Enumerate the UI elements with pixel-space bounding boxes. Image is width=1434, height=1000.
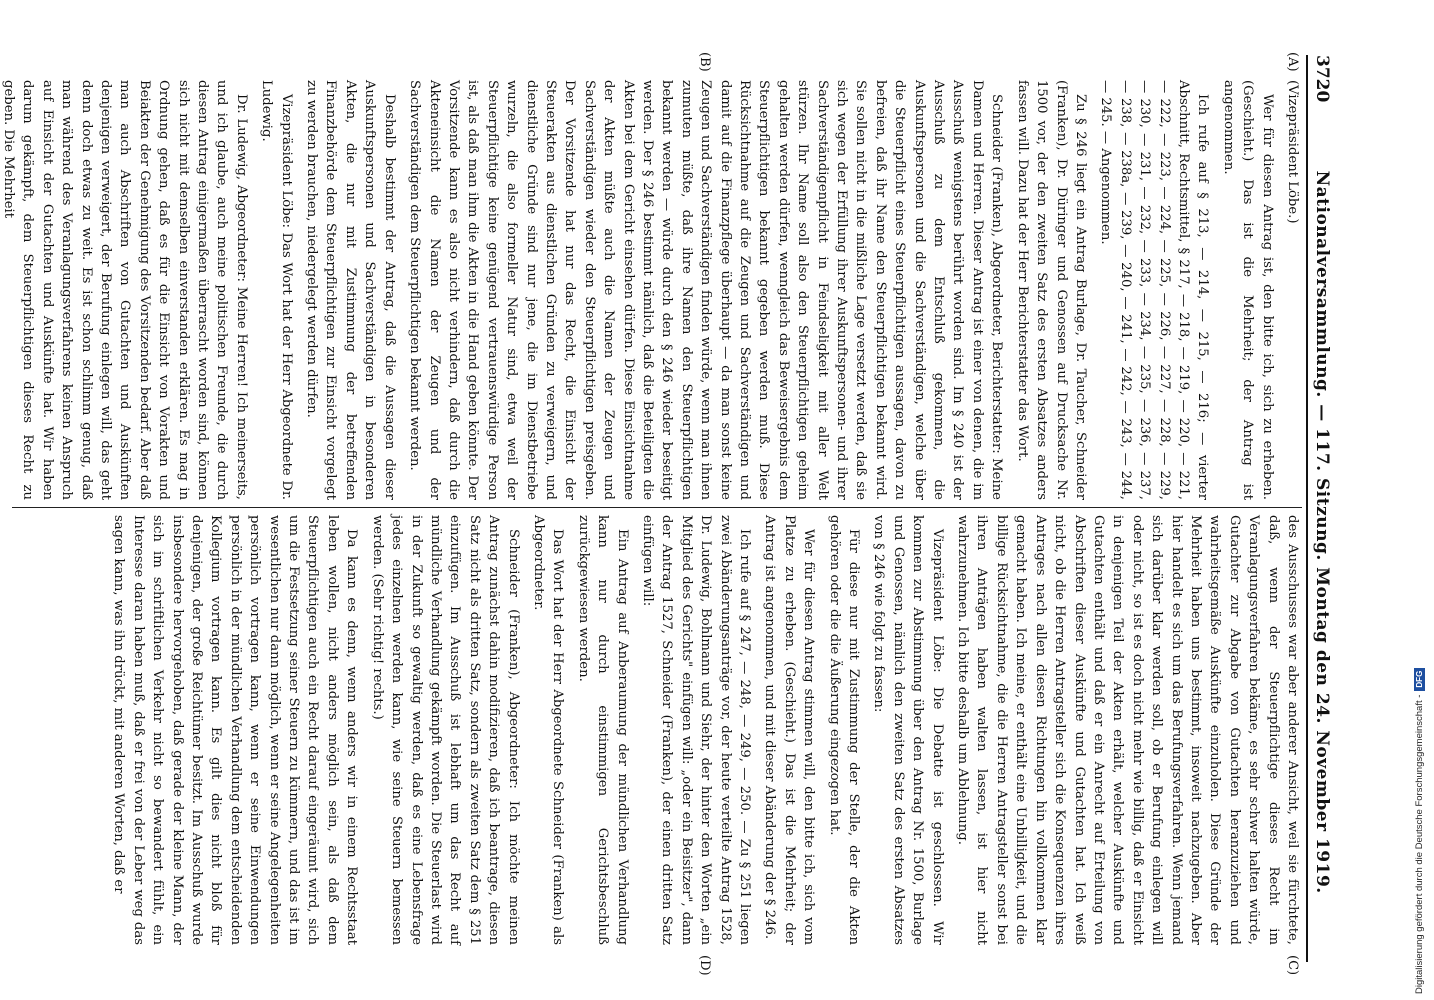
paragraph: Zu § 246 liegt ein Antrag Burlage, Dr. Taucher, Schneider (Franken), Dr. Düringer und Genossen auf Drucksache Nr. 1500 vor, der den zweiten Satz des ersten Absatzes anders fassen will. Dazu hat der Herr Berichterstatter das Wort.	[1014, 80, 1088, 500]
margin-marker-c: (C)	[1285, 955, 1300, 976]
paragraph: Schneider (Franken), Abgeordneter, Berichterstatter: Meine Damen und Herren. Dieser Antrag ist einer von denen, die im Ausschuß wenigstens berührt worden sind. Im § 240 ist der Ausschuß zu dem Entschluß gekommen, die Auskunftspersonen und die Sachverständigen, welche über die Steuerpflicht eines Steuerpflichtigen aussagen, davon zu befreien, daß ihr Name den Steuerpflichtigen bekannt wird. Sie sollen nicht in die mißliche Lage versetzt werden, daß sie sich wegen der Erfüllung ihrer Auskunftspersonen- und ihrer Sachverständigenpflicht in Feindseligkeit mit aller Welt stürzen. Ihr Name soll also den Steuerpflichtigen geheim gehalten werden dürfen, wenngleich das Beweisergebnis dem Steuerpflichtigen bekannt gegeben werden muß. Diese Rücksichtnahme auf die Zeugen und Sachverständigen und damit auf die Finanzpflege überhaupt — da man sonst keine Zeugen und Sachverständigen finden würde, wenn man ihnen zumuten müßte, daß ihre Namen den Steuerpflichtigen bekannt werden — würde durch den § 246 wieder beseitigt werden. Der § 246 bestimmt nämlich, daß die Beteiligten die Akten bei dem Gericht einsehen dürfen. Diese Einsichtnahme der Akten müßte auch die Namen der Zeugen und Sachverständigen wieder den Steuerpflichtigen preisgeben. Der Vorsitzende hat nur das Recht, die Einsicht der Steuerakten aus dienstlichen Gründen zu verweigern, und dienstliche Gründe sind nur jene, die im Dienstbetriebe wurzeln, die also formeller Natur sind, etwa weil der Steuerpflichtige keine genügend vertrauenswürdige Person ist, als daß man ihm die Akten in die Hand geben könnte. Der Vorsitzende kann es also nicht verhindern, daß durch die Akteneinsicht die Namen der Zeugen und der Sachverständigen dem Steuerpflichtigen bekannt werden.	[407, 80, 1005, 500]
paragraph: Wer für diesen Antrag stimmen will, den bitte ich, sich vom Platze zu erheben. (Geschieht.) Das ist die Mehrheit; der Antrag ist angenommen, und mit dieser Abänderung der § 246.	[762, 515, 817, 945]
margin-marker-b: (B)	[697, 52, 712, 72]
right-column	[12, 515, 1302, 945]
paragraph: Vizepräsident Löbe: Das Wort hat der Herr Abgeordnete Dr. Ludewig.	[259, 80, 294, 500]
paragraph: Vizepräsident Löbe: Die Debatte ist geschlossen. Wir kommen zur Abstimmung über den Antrag Nr. 1500, Burlage und Genossen, nämlich den zweiten Satz des ersten Absatzes von § 246 wie folgt zu fassen:	[871, 515, 945, 945]
paragraph: Da kann es denn, wenn anders wir in einem Rechtsstaat leben wollen, nicht anders möglich sein, als daß dem Steuerpflichtigen auch ein Recht darauf eingeräumt wird, sich um die Festsetzung seiner Steuern zu kümmern, und das ist im wesentlichen nur dann möglich, wenn er seine Angelegenheiten persönlich vortragen kann, wenn er seine Einwendungen persönlich in der mündlichen Verhandlung dem entscheidenden Kollegium vortragen kann. Es gilt dies nicht bloß für denjenigen, der große Reichtümer besitzt. Im Ausschuß wurde insbesondere hervorgehoben, daß gerade der kleine Mann, der sich im schriftlichen Verkehr nicht so bewandert fühlt, ein Interesse daran haben muß, daß er frei von der Leber weg das sagen kann, was ihn drückt, mit anderen Worten, daß er	[111, 515, 360, 945]
page-number: 3720	[1312, 55, 1332, 103]
paragraph: Ich rufe auf § 247, — 248, — 249, — 250. — Zu § 251 liegen zwei Abänderungsanträge vor, der heute verteilte Antrag 1528, Dr. Ludewig, Bohlmann und Siehr, der hinter den Worten „ein Mitglied des Gerichts" einfügen will: „oder ein Beisitzer", dann der Antrag 1527, Schneider (Franken), der einen dritten Satz einfügen will:	[640, 515, 753, 945]
quoted-text: Ein Antrag auf Anberaumung der mündlichen Verhandlung kann nur durch einstimmigen Gerichtsbeschluß zurückgewiesen werden.	[575, 515, 630, 945]
digitization-credit	[1408, 4, 1430, 994]
paragraph: Deshalb bestimmt der Antrag, daß die Aussagen dieser Auskunftspersonen und Sachverständigen in besonderen Akten, die nur mit Zustimmung der betreffenden Finanzbehörde dem Steuerpflichtigen zur Einsicht vorgelegt zu werden brauchen, niedergelegt werden dürfen.	[304, 80, 397, 500]
quoted-text: Für diese nur mit Zustimmung der Stelle, der die Akten gehören oder die die Äußerung eingezogen hat.	[826, 515, 862, 945]
credit-text: Digitalisierung gefördert durch die Deutsche Forschungsgemeinschaft -	[1413, 694, 1425, 994]
paragraph: Schneider (Franken), Abgeordneter: Ich möchte meinen Antrag zunächst dahin modifizieren, daß ich beantrage, diesen Satz nicht als dritten Satz, sondern als zweiten Satz dem § 251 einzufügen. Im Ausschuß ist lebhaft um das Recht auf mündliche Verhandlung gekämpft worden. Die Steuerlast wird in der Zukunft so gewaltig werden, daß es eine Lebensfrage jedes einzelnen werden kann, wie seine Steuern bemessen werden. (Sehr richtig! rechts.)	[369, 515, 521, 945]
paragraph: Das Wort hat der Herr Abgeordnete Schneider (Franken) als Abgeordneter.	[530, 515, 566, 945]
paragraph: des Ausschusses war aber anderer Ansicht, weil sie fürchtete, daß, wenn der Steuerpflichtige dieses Recht im Veranlagungsverfahren bekäme, es sehr schwer halten würde, Gutachter zur Abgabe von Gutachten heranzuziehen und wahrheitsgemäße Auskünfte einzuholen. Diese Gründe der Mehrheit haben uns bestimmt, insoweit nachzugeben. Aber hier handelt es sich um das Berufungsverfahren. Wenn jemand sich darüber klar werden soll, ob er Berufung einlegen will oder nicht, so ist es doch nicht mehr wie billig, daß er Einsicht in denjenigen Teil der Akten erhält, welcher Auskünfte und Gutachten enthält und daß er ein Anrecht auf Erteilung von Abschriften dieser Auskünfte und Gutachten hat. Ich weiß nicht, ob die Herren Antragsteller sich die Konsequenzen ihres Antrages nach allen diesen Richtungen hin vollkommen klar gemacht haben. Ich meine, er enthält eine Unbilligkeit, und die billige Rücksichtnahme, die die Herren Antragsteller sonst bei ihren Anträgen haben walten lassen, ist hier nicht wahrzunehmen. Ich bitte deshalb um Ablehnung.	[955, 515, 1300, 945]
left-column	[1, 80, 1302, 500]
speaker-note: (Vizepräsident Löbe.)	[1285, 80, 1300, 224]
paragraph: Dr. Ludewig, Abgeordneter: Meine Herren! Ich meinerseits, und ich glaube, auch meine politischen Freunde, die durch diesen Antrag einigermaßen überrascht worden sind, können sich nicht mit demselben einverstanden erklären. Es mag in Ordnung gehen, daß es für die Einsicht von Vorakten und Beiakten der Genehmigung des Vorsitzenden bedarf. Aber daß man auch Abschriften von Gutachten und Auskünften denjenigen verweigert, der Berufung einlegen will, das geht denn doch etwas zu weit. Es ist schon schlimm genug, daß man während des Veranlagungsverfahrens keinen Anspruch auf Einsicht der Gutachten und Auskünfte hat. Wir haben darum gekämpft, dem Steuerpflichtigen dieses Recht zu geben. Die Mehrheit	[1, 80, 249, 500]
margin-marker-d: (D)	[697, 955, 712, 976]
page-header	[1306, 55, 1346, 962]
dfg-logo: DFG	[1414, 668, 1425, 691]
column-divider	[12, 507, 1302, 508]
paragraph: Wer für diesen Antrag ist, den bitte ich, sich zu erheben. (Geschieht.) Das ist die Mehrheit; der Antrag ist angenommen.	[1220, 80, 1275, 500]
paragraph: Ich rufe auf § 213, — 214, — 215, — 216; — vierter Abschnitt, Rechtsmittel, § 217, — 218, — 219, — 220, — 221, — 222, — 223, — 224, — 225, — 226, — 227, — 228, — 229, — 230, — 231, — 232, — 233, — 234, — 235, — 236, — 237, — 238, — 238a, — 239, — 240, — 241, — 242, — 243, — 244, — 245. — Angenommen.	[1098, 80, 1211, 500]
margin-marker-a: (A)	[1285, 52, 1300, 72]
running-title: Nationalversammlung. — 117. Sitzung. Montag den 24. November 1919.	[1312, 170, 1332, 894]
